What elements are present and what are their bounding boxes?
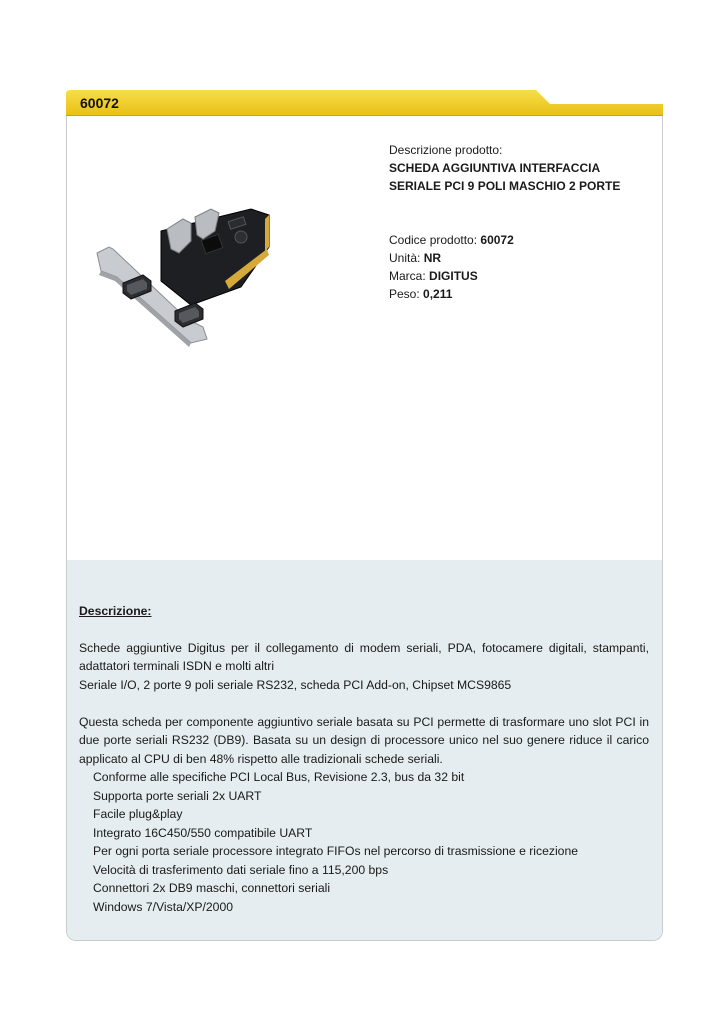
product-summary	[67, 116, 662, 560]
feature-item: Connettori 2x DB9 maschi, connettori seriali	[93, 881, 331, 895]
description-body	[79, 602, 649, 916]
product-code-value: 60072	[480, 233, 514, 247]
description-title: Descrizione:	[79, 604, 152, 618]
weight-row	[389, 285, 649, 303]
unit-label: Unità:	[389, 251, 421, 265]
weight-label: Peso:	[389, 287, 420, 301]
feature-item: Supporta porte seriali 2x UART	[93, 788, 262, 803]
product-name-line2: SERIALE PCI 9 POLI MASCHIO 2 PORTE	[389, 179, 621, 193]
weight-value: 0,211	[423, 287, 453, 301]
product-code-row	[389, 231, 649, 249]
feature-item: Facile plug&play	[93, 807, 183, 821]
description-section	[67, 560, 662, 940]
description-label: Descrizione prodotto:	[389, 143, 503, 157]
description-paragraph-2: Questa scheda per componente aggiuntivo seriale basata su PCI permette di trasformare uno slot PCI in due porte seriali RS232 (DB9). Basata su un design di processore unico nel suo genere riduce il carico applicato al CPU di ben 48% rispetto alle tradizionali schede seriali.	[79, 714, 649, 766]
product-sheet	[66, 88, 663, 942]
pci-serial-card-image	[91, 201, 271, 361]
unit-row	[389, 249, 649, 267]
feature-item: Conforme alle specifiche PCI Local Bus, Revisione 2.3, bus da 32 bit	[93, 770, 465, 784]
description-line-2: Seriale I/O, 2 porte 9 poli seriale RS232, scheda PCI Add-on, Chipset MCS9865	[79, 677, 512, 692]
product-card	[66, 116, 663, 941]
feature-item: Per ogni porta seriale processore integrato FIFOs nel percorso di trasmissione e ricezione	[93, 844, 579, 858]
header-tab-bar	[66, 88, 663, 118]
product-name-line1: SCHEDA AGGIUNTIVA INTERFACCIA	[389, 161, 601, 175]
feature-item: Integrato 16C450/550 compatibile UART	[93, 825, 313, 840]
feature-item: Velocità di trasferimento dati seriale fino a 115,200 bps	[93, 862, 389, 877]
brand-value: DIGITUS	[429, 269, 478, 283]
unit-value: NR	[423, 251, 442, 265]
product-code-label: Codice prodotto:	[389, 233, 478, 247]
feature-item: Windows 7/Vista/XP/2000	[93, 899, 234, 914]
brand-row	[389, 267, 649, 285]
product-code-title: 60072	[80, 95, 119, 111]
brand-label: Marca:	[389, 269, 426, 283]
product-info	[389, 141, 649, 303]
description-paragraph-1: Schede aggiuntive Digitus per il collegamento di modem seriali, PDA, fotocamere digitali, stampanti, adattatori terminali ISDN e molti altri	[79, 640, 649, 673]
